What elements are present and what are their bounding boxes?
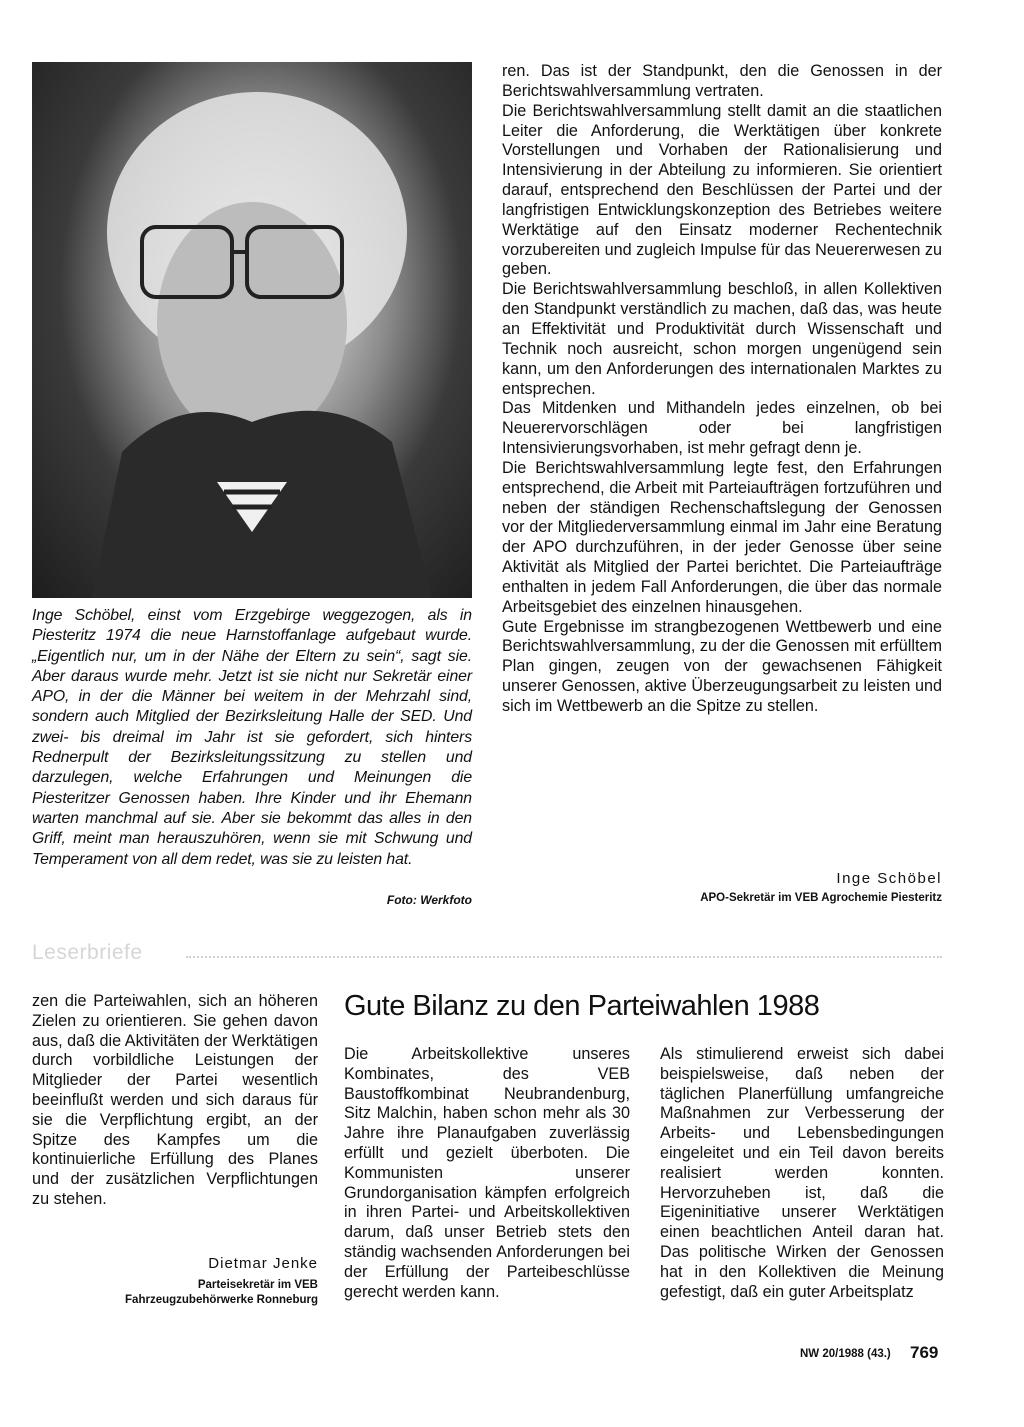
portrait-illustration — [32, 62, 472, 598]
article-continuation — [502, 62, 942, 717]
paragraph: Als stimulierend erweist sich dabei beispielsweise, daß neben der täglichen Planerfüllung umfangreiche Maßnahmen zur Verbesserung der Arbeits- und Lebensbedingungen eingeleitet und ein Teil davon bereits realisiert werden konnten. Hervorzuheben ist, daß die Eigeninitiative unserer Werktätigen einen beachtlichen Anteil daran hat. Das politische Wirken der Genossen hat in den Kollektiven die Meinung gefestigt, daß ein guter Arbeitsplatz — [660, 1045, 944, 1301]
paragraph: Die Berichtswahlversammlung stellt damit an die staatlichen Leiter die Anforderung, die Werktätigen über konkrete Vorstellungen und Vorhaben der Rationalisierung und Intensivierung in der Abteilung zu informieren. Sie orientiert darauf, entsprechend den Beschlüssen der Partei und der langfristigen Entwicklungskonzeption des Betriebes weitere Werktätige auf den Einsatz moderner Rechentechnik vorzubereiten und zugleich Impulse für das Neuererwesen zu geben. — [502, 101, 943, 279]
author-role: APO-Sekretär im VEB Agrochemie Piesteritz — [700, 892, 942, 904]
paragraph: Die Berichtswahlversammlung legte fest, den Erfahrungen entsprechend, die Arbeit mit Parteiaufträgen fortzuführen und neben der ständigen Rechenschaftslegung der Genossen vor der Mitgliederversammlung einmal im Jahr eine Beratung der APO durchzuführen, in der jeder Genosse über seine Aktivität als Mitglied der Partei berichtet. Die Parteiaufträge enthalten in jedem Fall Anforderungen, die über das normale Arbeitsgebiet des einzelnen hinausgehen. — [502, 458, 942, 616]
page-number: 769 — [910, 1343, 939, 1362]
author-role-line: Fahrzeugzubehörwerke Ronneburg — [125, 1294, 318, 1306]
photo-credit: Foto: Werkfoto — [386, 893, 472, 907]
paragraph: zen die Parteiwahlen, sich an höheren Zielen zu orientieren. Sie gehen davon aus, daß die Aktivitäten der Werktätigen durch vorbildliche Leistungen der Mitglieder der Partei wesentlich beeinflußt werden und sich daraus für sie die Verpflichtung ergibt, an der Spitze des Kampfes um die kontinuierliche Erfüllung des Planes und der zusätzlichen Verpflichtungen zu stehen. — [32, 992, 318, 1208]
author-role-line: Parteisekretär im VEB — [197, 1279, 318, 1291]
paragraph: Die Arbeitskollektive unseres Kombinates, des VEB Baustoffkombinat Neubrandenburg, Sitz Malchin, haben schon mehr als 30 Jahre ihre Planaufgaben zuverlässig erfüllt und gezielt überboten. Die Kommunisten unserer Grundorganisation kämpfen erfolgreich in ihren Partei- und Arbeitskollektiven darum, daß unser Betrieb stets den ständig wachsenden Anforderungen bei der Erfüllung der Parteibeschlüsse gerecht werden kann. — [344, 1045, 630, 1301]
section-label: Leserbriefe — [32, 941, 143, 964]
paragraph: Gute Ergebnisse im strangbezogenen Wettbewerb und eine Berichtswahlversammlung, zu der die Genossen mit erfülltem Plan gingen, zeugen von der gewachsenen Fähigkeit unserer Genossen, aktive Überzeugungsarbeit zu leisten und sich im Wettbewerb an die Spitze zu stellen. — [502, 617, 942, 715]
portrait-photo — [32, 62, 472, 598]
section-divider — [186, 956, 942, 958]
issue-reference: NW 20/1988 (43.) — [800, 1348, 891, 1360]
author-name: Dietmar Jenke — [208, 1255, 318, 1272]
article-column-1 — [344, 1045, 630, 1302]
article-headline: Gute Bilanz zu den Parteiwahlen 1988 — [344, 990, 820, 1022]
letter-continuation — [32, 992, 318, 1210]
author-name: Inge Schöbel — [836, 870, 942, 887]
photo-caption — [32, 606, 472, 870]
paragraph: Das Mitdenken und Mithandeln jedes einzelnen, ob bei Neuerervorschlägen oder bei langfristigen Intensivierungsvorhaben, ist mehr gefragt denn je. — [502, 399, 942, 458]
paragraph: ren. Das ist der Standpunkt, den die Genossen in der Berichtswahlversammlung vertraten. — [502, 62, 942, 100]
article-column-2 — [660, 1045, 944, 1302]
paragraph: Die Berichtswahlversammlung beschloß, in allen Kollektiven den Standpunkt verständlich zu machen, daß das, was heute an Effektivität und Produktivität durch Wissenschaft und Technik noch ausreicht, schon morgen ungenügend sein kann, um den Anforderungen des internationalen Marktes zu entsprechen. — [502, 280, 942, 398]
author-role — [60, 1278, 318, 1308]
caption-text: Inge Schöbel, einst vom Erzgebirge weggezogen, als in Piesteritz 1974 die neue Harnstoffanlage aufgebaut wurde. „Eigentlich nur, um in der Nähe der Eltern zu sein“, sagt sie. Aber daraus wurde mehr. Jetzt ist sie nicht nur Sekretär einer APO, in der die Männer bei weitem in der Mehrzahl sind, sondern auch Mitglied der Bezirksleitung Halle der SED. Und zwei- bis dreimal im Jahr ist sie gefordert, sich hinters Rednerpult der Bezirksleitungssitzung zu stellen und darzulegen, welche Erfahrungen und Meinungen die Piesteritzer Genossen haben. Ihre Kinder und ihr Ehemann warten manchmal auf sie. Aber sie bekommt das alles in den Griff, meint man herauszuhören, wenn sie mit Schwung und Temperament von all dem redet, was sie zu leisten hat. — [32, 607, 472, 868]
